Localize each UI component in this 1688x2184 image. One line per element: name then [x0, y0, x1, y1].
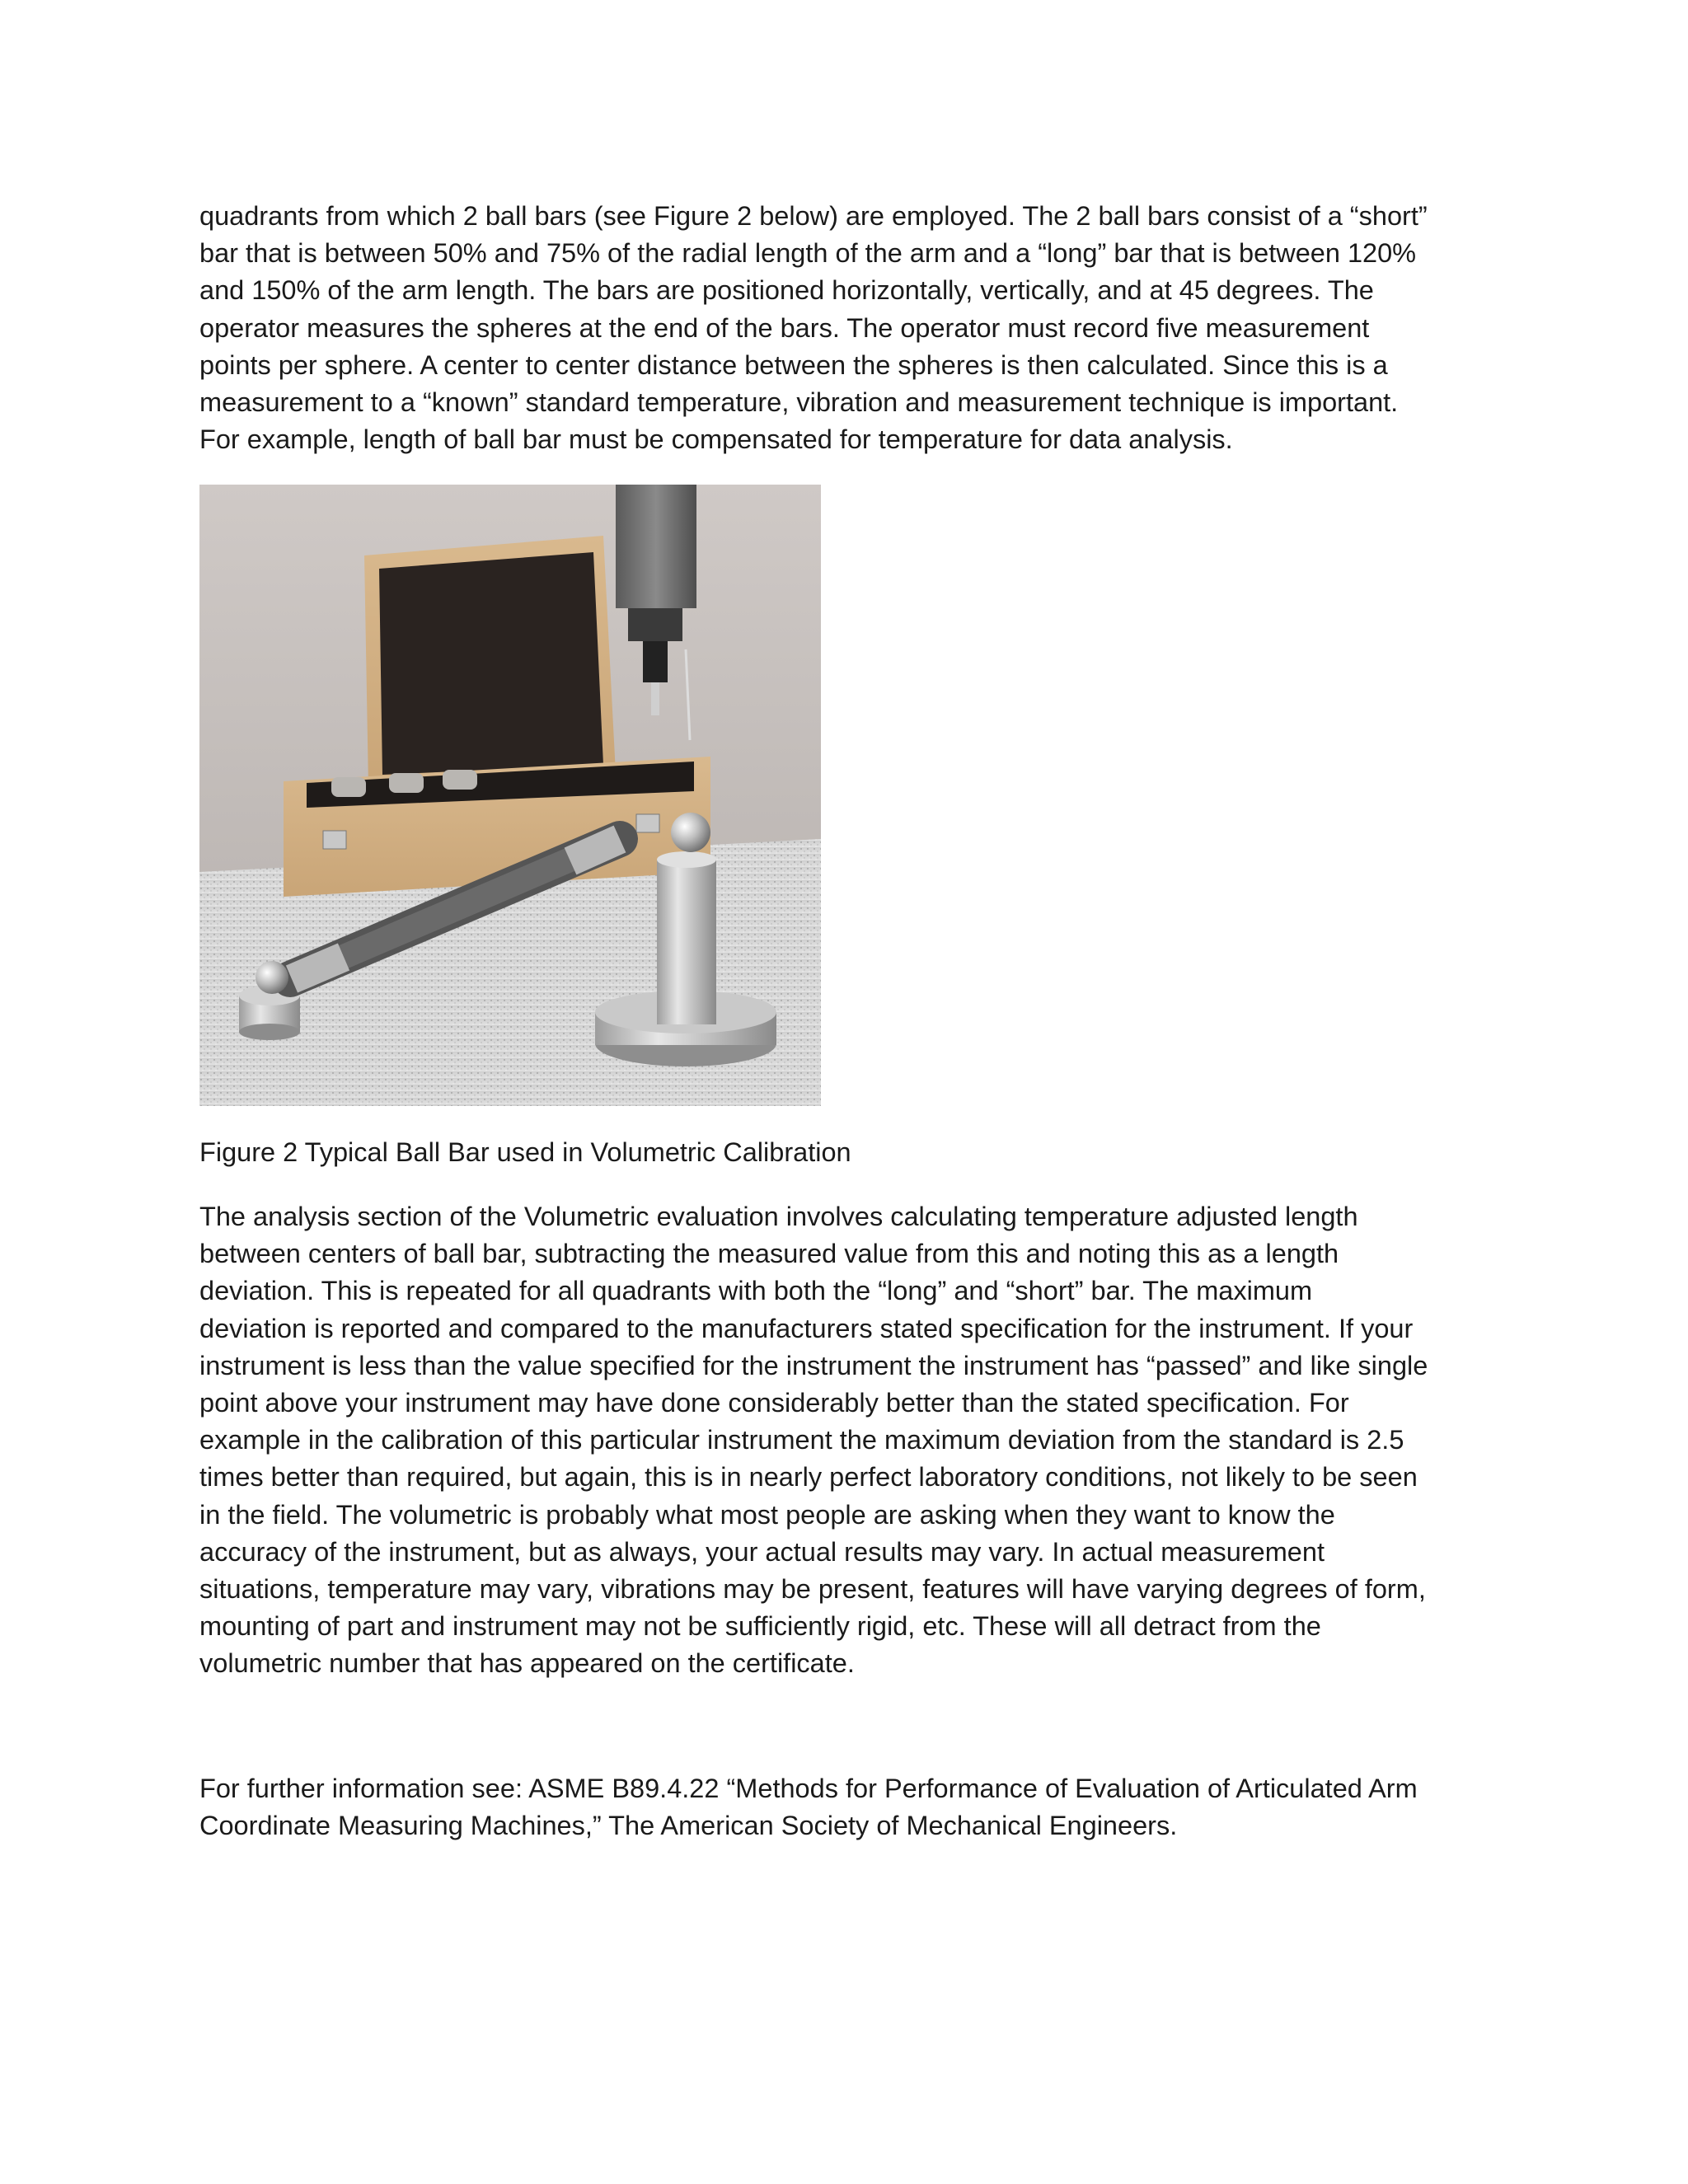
body-paragraph-reference: For further information see: ASME B89.4.22 “Methods for Performance of Evaluation of Articulated Arm Coordinate Measuring Machines,” The American Society of Mechanical Engineers.	[199, 1774, 1418, 1841]
ball-bar-photo	[199, 485, 821, 1106]
figure-caption: Figure 2 Typical Ball Bar used in Volumetric Calibration	[199, 1137, 851, 1167]
body-paragraph-ball-bars: quadrants from which 2 ball bars (see Figure 2 below) are employed. The 2 ball bars consist of a “short” bar that is between 50% and 75% of the radial length of the arm and a “long” bar that is between 120% and 150% of the arm length. The bars are positioned horizontally, vertically, and at 45 degrees. The operator measures the spheres at the end of the bars. The operator must record five measurement points per sphere. A center to center distance between the spheres is then calculated. Since this is a measurement to a “known” standard temperature, vibration and measurement technique is important. For example, length of ball bar must be compensated for temperature for data analysis.	[199, 201, 1428, 455]
body-paragraph-analysis: The analysis section of the Volumetric evaluation involves calculating temperature adjusted length between centers of ball bar, subtracting the measured value from this and noting this as a length deviation. This is repeated for all quadrants with both the “long” and “short” bar. The maximum deviation is reported and compared to the manufacturers stated specification for the instrument. If your instrument is less than the value specified for the instrument the instrument has “passed” and like single point above your instrument may have done considerably better than the stated specification. For example in the calibration of this particular instrument the maximum deviation from the standard is 2.5 times better than required, but again, this is in nearly perfect laboratory conditions, not likely to be seen in the field. The volumetric is probably what most people are asking when they want to know the accuracy of the instrument, but as always, your actual results may vary. In actual measurement situations, temperature may vary, vibrations may be present, features will have varying degrees of form, mounting of part and instrument may not be sufficiently rigid, etc. These will all detract from the volumetric number that has appeared on the certificate.	[199, 1202, 1428, 1679]
